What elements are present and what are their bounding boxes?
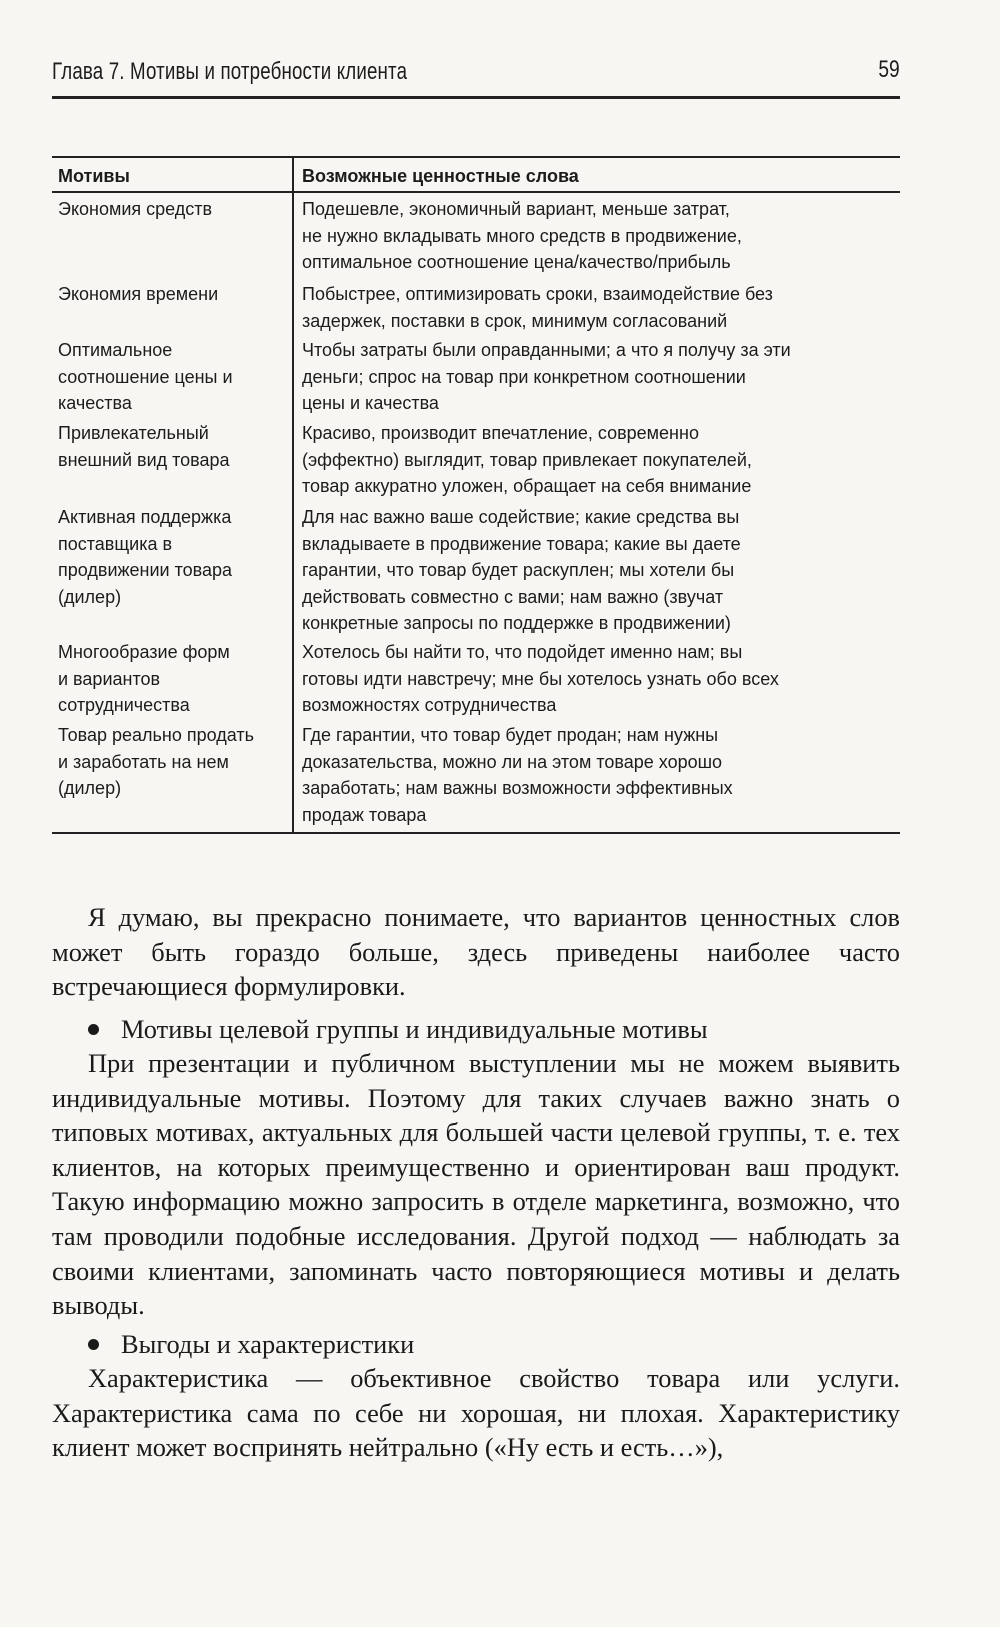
table-row bbox=[52, 337, 900, 420]
table-row bbox=[52, 193, 900, 281]
bullet-heading-target-group bbox=[88, 1012, 708, 1047]
value-words-cell: Подешевле, экономичный вариант, меньше затрат, не нужно вкладывать много средств в продвижение, оптимальное соотношение цена/качество/прибыль bbox=[302, 199, 742, 272]
table-row bbox=[52, 639, 900, 722]
motive-cell: Экономия времени bbox=[58, 284, 219, 304]
running-head bbox=[52, 52, 900, 99]
motives-table bbox=[52, 156, 900, 834]
column-header-value-words: Возможные ценностные слова bbox=[292, 158, 900, 191]
value-words-cell: Побыстрее, оптимизировать сроки, взаимодействие без задержек, поставки в срок, минимум согласований bbox=[302, 284, 773, 331]
table-body bbox=[52, 193, 900, 832]
value-words-cell: Хотелось бы найти то, что подойдет именно нам; вы готовы идти навстречу; мне бы хотелось узнать обо всех возможностях сотрудничества bbox=[302, 642, 779, 715]
bullet-heading-text: Выгоды и характеристики bbox=[121, 1329, 415, 1359]
motive-cell: Многообразие форм и вариантов сотрудничества bbox=[58, 642, 230, 715]
motive-cell: Товар реально продать и заработать на нем (дилер) bbox=[58, 725, 254, 798]
table-row bbox=[52, 722, 900, 832]
page-number: 59 bbox=[878, 56, 900, 83]
value-words-cell: Чтобы затраты были оправданными; а что я получу за эти деньги; спрос на товар при конкретном соотношении цены и качества bbox=[302, 340, 791, 413]
paragraph-target-group-motives: При презентации и публичном выступлении мы не можем выявить индивидуальные мотивы. Поэтому для таких случаев важно знать о типовых мотивах, актуальных для большей части целевой группы, т. е. тех клиентов, на которых преимущественно и ориентирован ваш продукт. Такую информацию можно запросить в отделе маркетинга, возможно, что там проводили подобные исследования. Другой подход — наблюдать за своими клиентами, запоминать часто повторяющиеся мотивы и делать выводы. bbox=[52, 1048, 900, 1321]
bullet-icon bbox=[88, 1024, 99, 1035]
column-header-motives: Мотивы bbox=[58, 166, 130, 186]
bullet-icon bbox=[88, 1339, 99, 1350]
motive-cell: Оптимальное соотношение цены и качества bbox=[58, 340, 233, 413]
value-words-cell: Для нас важно ваше содействие; какие средства вы вкладываете в продвижение товара; какие вы даете гарантии, что товар будет раскуплен; мы хотели бы действовать совместно с вами; нам важно (звучат конкретные запросы по поддержке в продвижении) bbox=[302, 507, 741, 633]
value-words-cell: Красиво, производит впечатление, современно (эффектно) выглядит, товар привлекает покупателей, товар аккуратно уложен, обращает на себя внимание bbox=[302, 423, 752, 496]
table-row bbox=[52, 420, 900, 504]
motive-cell: Экономия средств bbox=[58, 199, 213, 219]
value-words-cell: Где гарантии, что товар будет продан; нам нужны доказательства, можно ли на этом товаре хорошо заработать; нам важны возможности эффективных продаж товара bbox=[302, 725, 733, 825]
table-row bbox=[52, 281, 900, 337]
bullet-heading-text: Мотивы целевой группы и индивидуальные мотивы bbox=[121, 1014, 708, 1044]
table-row bbox=[52, 504, 900, 639]
paragraph-value-words-note: Я думаю, вы прекрасно понимаете, что вариантов ценностных слов может быть гораздо больше, здесь приведены наиболее часто встречающиеся формулировки. bbox=[52, 902, 900, 1002]
bullet-heading-benefits bbox=[88, 1327, 414, 1362]
paragraph-characteristics: Характеристика — объективное свойство товара или услуги. Характеристика сама по себе ни хорошая, ни плохая. Характеристику клиент может воспринять нейтрально («Ну есть и есть…»), bbox=[52, 1363, 900, 1463]
motive-cell: Активная поддержка поставщика в продвижении товара (дилер) bbox=[58, 507, 233, 607]
table-header-row bbox=[52, 158, 900, 193]
motive-cell: Привлекательный внешний вид товара bbox=[58, 423, 230, 470]
chapter-title: Глава 7. Мотивы и потребности клиента bbox=[52, 58, 408, 85]
